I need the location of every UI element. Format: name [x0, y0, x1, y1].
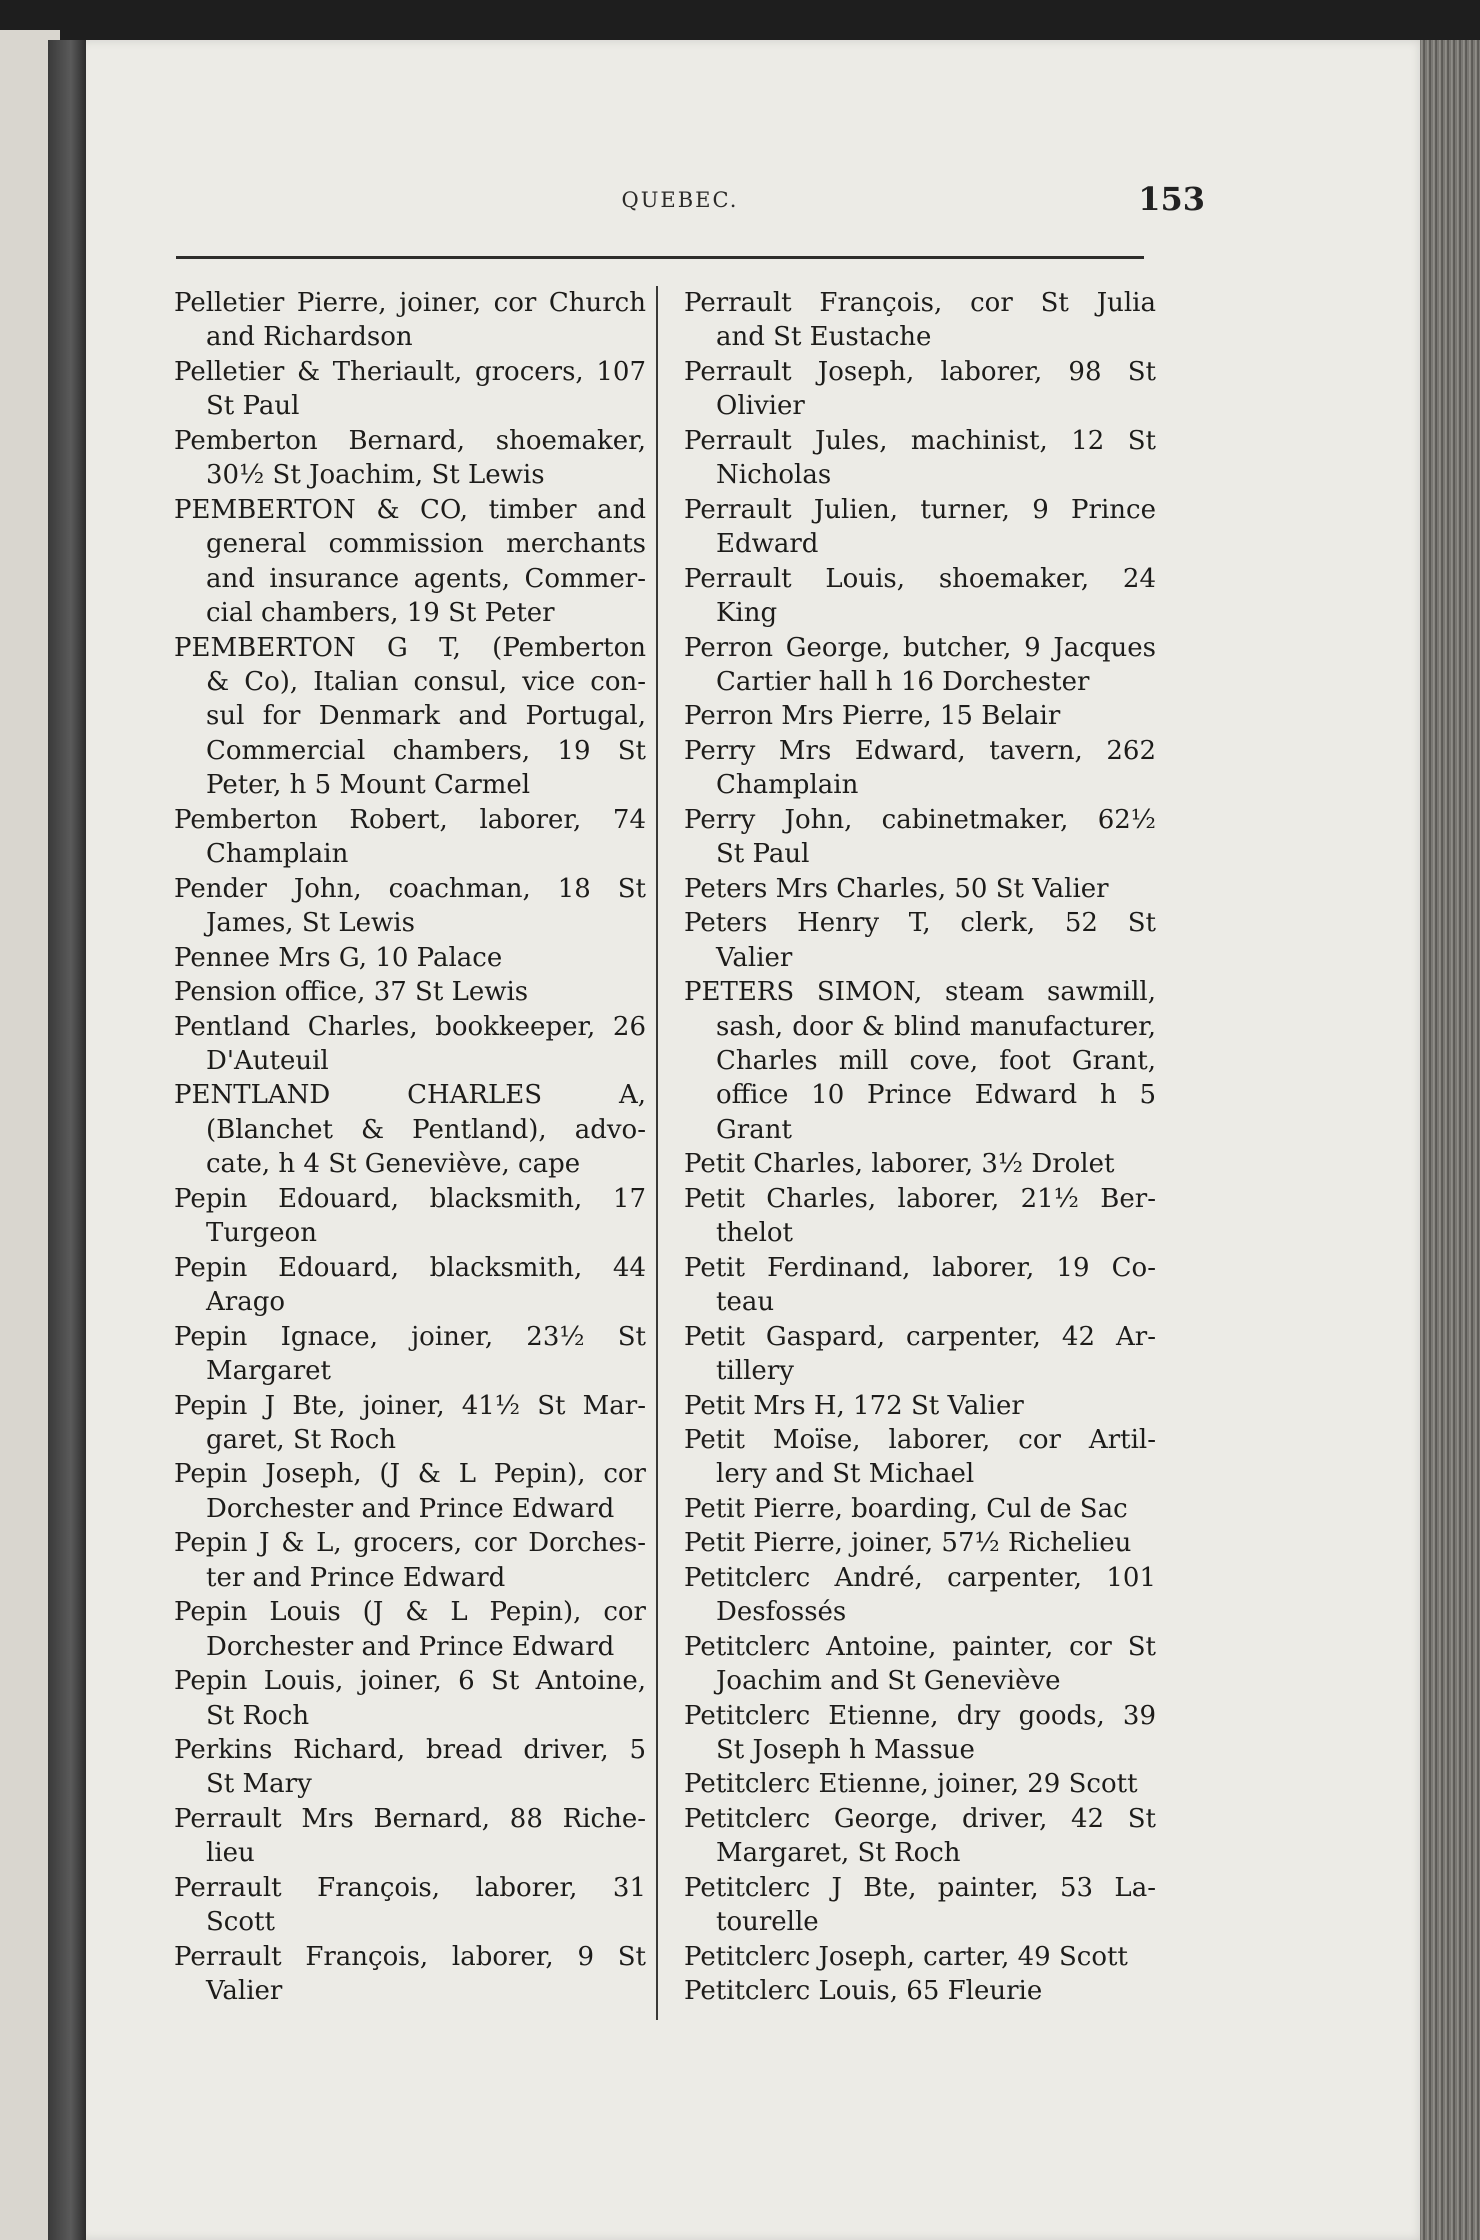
- entry-continuation-line: D'Auteuil: [206, 1045, 329, 1076]
- directory-entry: [684, 1389, 1156, 1423]
- entry-continuation-line: Joachim and St Geneviève: [716, 1666, 1061, 1697]
- directory-entry: [684, 734, 1156, 803]
- entry-name-line: Pender John, coachman, 18 St: [174, 873, 646, 904]
- directory-entry: [684, 1147, 1156, 1181]
- directory-entry: [684, 631, 1156, 700]
- entry-continuation-line: Olivier: [716, 391, 805, 422]
- entry-continuation-line: Cartier hall h 16 Dorchester: [716, 666, 1090, 697]
- entry-name-line: Petitclerc J Bte, painter, 53 La-: [684, 1872, 1156, 1903]
- entry-name-line: Perrault Jules, machinist, 12 St: [684, 425, 1156, 456]
- directory-entry: [684, 1492, 1156, 1526]
- book-binding: [48, 40, 86, 2240]
- directory-entry: [684, 493, 1156, 562]
- directory-entry: [174, 1457, 646, 1526]
- directory-entry: [174, 1010, 646, 1079]
- entry-name-line: Petitclerc Joseph, carter, 49 Scott: [684, 1941, 1128, 1972]
- directory-entry: [684, 1802, 1156, 1871]
- entry-name-line: Perkins Richard, bread driver, 5: [174, 1735, 646, 1766]
- entry-name-line: Pepin Louis, joiner, 6 St Antoine,: [174, 1666, 646, 1697]
- entry-name-line: Perry John, cabinetmaker, 62½: [684, 804, 1156, 835]
- entry-name-line: Petit Charles, laborer, 3½ Drolet: [684, 1149, 1115, 1180]
- entry-continuation-line: teau: [716, 1287, 775, 1318]
- directory-entry: [174, 941, 646, 975]
- entry-name-line: Petit Ferdinand, laborer, 19 Co-: [684, 1252, 1156, 1283]
- directory-entry: [174, 493, 646, 631]
- entry-continuation-line: Margaret, St Roch: [716, 1838, 961, 1869]
- directory-entry: [684, 355, 1156, 424]
- directory-entry: [684, 1320, 1156, 1389]
- page-stack-edge: [1420, 40, 1480, 2240]
- entry-name-line: Perrault François, laborer, 31: [174, 1872, 646, 1903]
- entry-name-line: PEMBERTON G T, (Pemberton: [174, 632, 646, 663]
- directory-entry: [684, 1871, 1156, 1940]
- entry-continuation-line: and St Eustache: [716, 322, 932, 353]
- directory-entry: [684, 975, 1156, 1147]
- entry-continuation-line: Nicholas: [716, 460, 832, 491]
- entry-continuation-line: garet, St Roch: [206, 1424, 396, 1455]
- directory-entry: [174, 1595, 646, 1664]
- entry-name-line: Petit Pierre, joiner, 57½ Richelieu: [684, 1528, 1132, 1559]
- entry-continuation-line: Charles mill cove, foot Grant,: [716, 1045, 1156, 1076]
- entry-continuation-line: Champlain: [206, 839, 349, 870]
- entry-continuation-line: Desfossés: [716, 1597, 847, 1628]
- entry-name-line: Perron Mrs Pierre, 15 Belair: [684, 701, 1061, 732]
- directory-entry: [174, 1251, 646, 1320]
- directory-entry: [684, 286, 1156, 355]
- entry-continuation-line: general commission merchants: [206, 529, 646, 560]
- entry-continuation-line: Commercial chambers, 19 St: [206, 735, 646, 766]
- entry-continuation-line: and Richardson: [206, 322, 413, 353]
- directory-entry: [174, 1940, 646, 2009]
- entry-continuation-line: Champlain: [716, 770, 859, 801]
- entry-continuation-line: Grant: [716, 1114, 792, 1145]
- header-rule: [176, 256, 1144, 259]
- entry-continuation-line: cate, h 4 St Geneviève, cape: [206, 1149, 581, 1180]
- entry-name-line: Perron George, butcher, 9 Jacques: [684, 632, 1156, 663]
- entry-name-line: Pepin Joseph, (J & L Pepin), cor: [174, 1459, 646, 1490]
- entry-continuation-line: Valier: [716, 942, 793, 973]
- directory-entry: [684, 803, 1156, 872]
- entry-continuation-line: St Mary: [206, 1769, 312, 1800]
- entry-name-line: Perrault Mrs Bernard, 88 Riche-: [174, 1803, 646, 1834]
- directory-entry: [174, 1078, 646, 1181]
- scan-top-border: [0, 0, 1480, 42]
- entry-name-line: Peters Henry T, clerk, 52 St: [684, 908, 1156, 939]
- entry-continuation-line: 30½ St Joachim, St Lewis: [206, 460, 545, 491]
- entry-name-line: Petit Pierre, boarding, Cul de Sac: [684, 1493, 1128, 1524]
- entry-name-line: Petitclerc George, driver, 42 St: [684, 1803, 1156, 1834]
- directory-entry: [174, 1389, 646, 1458]
- entry-continuation-line: Valier: [206, 1976, 283, 2007]
- directory-entry: [684, 1767, 1156, 1801]
- directory-entry: [174, 803, 646, 872]
- entry-continuation-line: & Co), Italian consul, vice con-: [206, 666, 646, 697]
- entry-name-line: Pepin Edouard, blacksmith, 17: [174, 1183, 646, 1214]
- entry-name-line: Perrault François, cor St Julia: [684, 288, 1156, 318]
- entry-continuation-line: Scott: [206, 1907, 275, 1938]
- directory-entry: [174, 631, 646, 803]
- directory-entry: [684, 699, 1156, 733]
- running-head: QUEBEC.: [621, 188, 739, 212]
- directory-entry: [174, 1664, 646, 1733]
- entry-name-line: Petitclerc Louis, 65 Fleurie: [684, 1976, 1043, 2007]
- directory-entry: [684, 1974, 1156, 2008]
- page-number: 153: [1138, 180, 1205, 218]
- entry-continuation-line: St Roch: [206, 1700, 310, 1731]
- entry-continuation-line: tourelle: [716, 1907, 819, 1938]
- directory-entry: [174, 975, 646, 1009]
- directory-entry: [174, 1733, 646, 1802]
- entry-continuation-line: Dorchester and Prince Edward: [206, 1631, 615, 1662]
- right-column: [684, 286, 1156, 2009]
- entry-name-line: Pentland Charles, bookkeeper, 26: [174, 1011, 646, 1042]
- directory-entry: [684, 1630, 1156, 1699]
- entry-name-line: Pennee Mrs G, 10 Palace: [174, 942, 503, 973]
- directory-entry: [684, 1940, 1156, 1974]
- directory-entry: [174, 1526, 646, 1595]
- directory-entry: [174, 424, 646, 493]
- entry-continuation-line: Edward: [716, 529, 819, 560]
- entry-name-line: Petitclerc André, carpenter, 101: [684, 1562, 1156, 1593]
- entry-name-line: Perrault Julien, turner, 9 Prince: [684, 494, 1156, 525]
- entry-continuation-line: cial chambers, 19 St Peter: [206, 598, 555, 629]
- directory-entry: [174, 872, 646, 941]
- directory-entry: [684, 1526, 1156, 1560]
- entry-name-line: Pepin Edouard, blacksmith, 44: [174, 1252, 646, 1283]
- entry-name-line: Pemberton Bernard, shoemaker,: [174, 425, 646, 456]
- entry-name-line: Peters Mrs Charles, 50 St Valier: [684, 873, 1109, 904]
- directory-entry: [174, 1871, 646, 1940]
- entry-name-line: Petitclerc Etienne, joiner, 29 Scott: [684, 1769, 1138, 1800]
- entry-continuation-line: Turgeon: [206, 1218, 317, 1249]
- directory-entry: [684, 1561, 1156, 1630]
- entry-name-line: Perrault Louis, shoemaker, 24: [684, 563, 1156, 594]
- entry-name-line: Petitclerc Etienne, dry goods, 39: [684, 1700, 1156, 1731]
- entry-name-line: Perry Mrs Edward, tavern, 262: [684, 735, 1156, 766]
- entry-continuation-line: sul for Denmark and Portugal,: [206, 701, 646, 732]
- directory-entry: [174, 355, 646, 424]
- entry-continuation-line: and insurance agents, Commer-: [206, 563, 646, 594]
- directory-entry: [174, 1802, 646, 1871]
- directory-entry: [684, 424, 1156, 493]
- entry-name-line: Pension office, 37 St Lewis: [174, 977, 529, 1008]
- directory-entry: [174, 286, 646, 355]
- directory-entry: [684, 906, 1156, 975]
- entry-name-line: Petit Mrs H, 172 St Valier: [684, 1390, 1024, 1421]
- entry-continuation-line: (Blanchet & Pentland), advo-: [206, 1114, 646, 1145]
- directory-entry: [684, 1182, 1156, 1251]
- entry-continuation-line: James, St Lewis: [206, 908, 415, 939]
- entry-name-line: Pepin Louis (J & L Pepin), cor: [174, 1597, 646, 1628]
- entry-continuation-line: Peter, h 5 Mount Carmel: [206, 770, 531, 801]
- directory-entry: [684, 872, 1156, 906]
- entry-name-line: PEMBERTON & CO, timber and: [174, 494, 646, 525]
- entry-name-line: Pepin J & L, grocers, cor Dorches-: [174, 1528, 646, 1559]
- entry-name-line: PENTLAND CHARLES A,: [174, 1080, 646, 1111]
- entry-continuation-line: Dorchester and Prince Edward: [206, 1493, 615, 1524]
- entry-continuation-line: St Joseph h Massue: [716, 1735, 975, 1766]
- directory-entry: [684, 1251, 1156, 1320]
- entry-name-line: Petit Moïse, laborer, cor Artil-: [684, 1424, 1156, 1455]
- entry-name-line: Pelletier & Theriault, grocers, 107: [174, 356, 646, 387]
- directory-entry: [684, 562, 1156, 631]
- entry-continuation-line: lieu: [206, 1838, 255, 1869]
- entry-name-line: Petit Gaspard, carpenter, 42 Ar-: [684, 1321, 1156, 1352]
- left-column: [174, 286, 646, 2009]
- entry-name-line: Pelletier Pierre, joiner, cor Church: [174, 288, 646, 318]
- entry-continuation-line: thelot: [716, 1218, 793, 1249]
- entry-continuation-line: ter and Prince Edward: [206, 1562, 506, 1593]
- entry-name-line: Perrault Joseph, laborer, 98 St: [684, 356, 1156, 387]
- directory-entry: [684, 1699, 1156, 1768]
- entry-name-line: Petit Charles, laborer, 21½ Ber-: [684, 1183, 1156, 1214]
- entry-name-line: Pemberton Robert, laborer, 74: [174, 804, 646, 835]
- entry-continuation-line: lery and St Michael: [716, 1459, 975, 1490]
- entry-continuation-line: St Paul: [716, 839, 810, 870]
- entry-continuation-line: tillery: [716, 1356, 794, 1387]
- directory-entry: [684, 1423, 1156, 1492]
- entry-continuation-line: Arago: [206, 1287, 286, 1318]
- entry-name-line: Pepin Ignace, joiner, 23½ St: [174, 1321, 646, 1352]
- entry-continuation-line: sash, door & blind manufacturer,: [716, 1011, 1156, 1042]
- entry-continuation-line: office 10 Prince Edward h 5: [716, 1080, 1156, 1111]
- entry-name-line: Pepin J Bte, joiner, 41½ St Mar-: [174, 1390, 646, 1421]
- directory-entry: [174, 1182, 646, 1251]
- entry-name-line: Perrault François, laborer, 9 St: [174, 1941, 646, 1972]
- directory-entry: [174, 1320, 646, 1389]
- entry-name-line: Petitclerc Antoine, painter, cor St: [684, 1631, 1156, 1662]
- column-divider: [656, 286, 658, 2020]
- entry-continuation-line: Margaret: [206, 1356, 331, 1387]
- entry-name-line: PETERS SIMON, steam sawmill,: [684, 977, 1156, 1008]
- entry-continuation-line: St Paul: [206, 391, 300, 422]
- entry-continuation-line: King: [716, 598, 778, 629]
